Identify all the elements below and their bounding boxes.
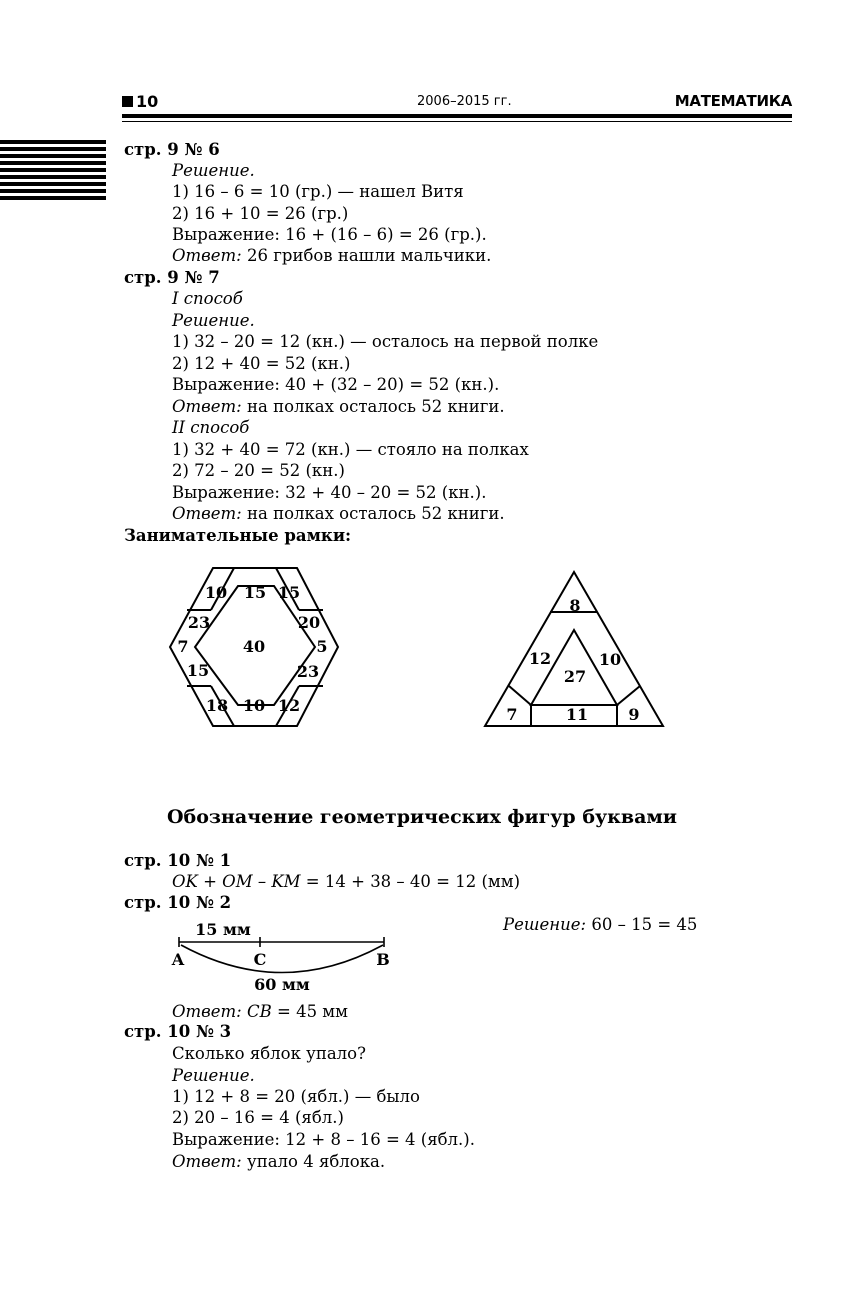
hex-number: 5 (316, 637, 328, 656)
answer-label: Ответ: (172, 246, 242, 265)
method-label: II способ (172, 418, 250, 437)
expression-line (172, 871, 520, 892)
hexagon-numbers (177, 583, 327, 715)
hex-number: 10 (204, 583, 228, 602)
hex-number: 7 (177, 637, 189, 656)
solution-step: 2) 16 + 10 = 26 (гр.) (172, 204, 349, 223)
tri-number: 27 (563, 667, 587, 686)
expression-line: Выражение: 32 + 40 – 20 = 52 (кн.). (172, 483, 487, 502)
segment-bottom-label: 60 мм (254, 975, 310, 994)
solution-step: 2) 72 – 20 = 52 (кн.) (172, 461, 345, 480)
solution-label: Решение: (503, 915, 587, 934)
answer-line (172, 1001, 348, 1022)
hex-number: 23 (296, 662, 320, 681)
hex-number: 20 (297, 613, 321, 632)
answer-text: на полках осталось 52 книги. (241, 397, 505, 416)
hex-number: 12 (277, 696, 301, 715)
hex-number: 18 (205, 696, 229, 715)
task-heading: стр. 10 № 1 (124, 851, 232, 870)
solution-value: 60 – 15 = 45 (586, 915, 698, 934)
solution-step: 1) 32 + 40 = 72 (кн.) — стояло на полках (172, 440, 529, 459)
triangle-numbers (506, 596, 639, 724)
tri-number: 8 (569, 596, 581, 615)
point-b-label: B (376, 950, 390, 969)
header-subject: МАТЕМАТИКА (674, 92, 792, 110)
hex-number: 40 (242, 637, 266, 656)
solution-line (503, 914, 697, 935)
hex-number: 10 (242, 696, 266, 715)
expression-line: Выражение: 16 + (16 – 6) = 26 (гр.). (172, 225, 487, 244)
answer-text: = 45 мм (271, 1002, 348, 1021)
answer-line (172, 1151, 385, 1172)
answer-text: 26 грибов нашли мальчики. (241, 246, 492, 265)
hex-number: 15 (277, 583, 301, 602)
tri-number: 7 (506, 705, 518, 724)
answer-segment: CB (241, 1002, 272, 1021)
solution-step: 1) 16 – 6 = 10 (гр.) — нашел Витя (172, 182, 464, 201)
section-title: Обозначение геометрических фигур буквами (166, 806, 677, 828)
page-number: 10 (122, 92, 158, 111)
task-heading: стр. 9 № 6 (124, 140, 220, 159)
answer-text: на полках осталось 52 книги. (241, 504, 505, 523)
solution-label: Решение. (172, 1066, 255, 1085)
tri-number: 11 (565, 705, 589, 724)
task-heading: стр. 10 № 3 (124, 1022, 232, 1041)
hex-number: 23 (187, 613, 211, 632)
point-c-label: C (253, 950, 267, 969)
segment-names: OK + OM – KM (172, 872, 301, 891)
task-heading: стр. 9 № 7 (124, 268, 220, 287)
tri-number: 9 (628, 705, 640, 724)
solution-step: 2) 12 + 40 = 52 (кн.) (172, 354, 351, 373)
expression-line: Выражение: 40 + (32 – 20) = 52 (кн.). (172, 375, 500, 394)
solution-step: 1) 12 + 8 = 20 (ябл.) — было (172, 1087, 420, 1106)
hex-number: 15 (243, 583, 267, 602)
answer-text: упало 4 яблока. (241, 1152, 386, 1171)
segment-diagram (179, 937, 384, 973)
method-label: I способ (172, 289, 243, 308)
question-line: Сколько яблок упало? (172, 1044, 366, 1063)
header-years: 2006–2015 гг. (417, 94, 512, 109)
segment-top-label: 15 мм (195, 920, 251, 939)
point-a-label: A (171, 950, 185, 969)
expression-line: Выражение: 12 + 8 – 16 = 4 (ябл.). (172, 1130, 475, 1149)
hex-number: 15 (186, 661, 210, 680)
tri-number: 10 (598, 650, 622, 669)
answer-label: Ответ: (172, 397, 242, 416)
solution-label: Решение. (172, 161, 255, 180)
answer-label: Ответ: (172, 504, 242, 523)
expression-value: = 14 + 38 – 40 = 12 (мм) (300, 872, 521, 891)
answer-label: Ответ: (172, 1152, 242, 1171)
solution-step: 1) 32 – 20 = 12 (кн.) — осталось на первой полке (172, 332, 599, 351)
solution-label: Решение. (172, 311, 255, 330)
answer-label: Ответ: (172, 1002, 242, 1021)
tri-number: 12 (528, 649, 552, 668)
solution-step: 2) 20 – 16 = 4 (ябл.) (172, 1108, 344, 1127)
task-heading: стр. 10 № 2 (124, 893, 232, 912)
frames-heading: Занимательные рамки: (124, 526, 352, 545)
